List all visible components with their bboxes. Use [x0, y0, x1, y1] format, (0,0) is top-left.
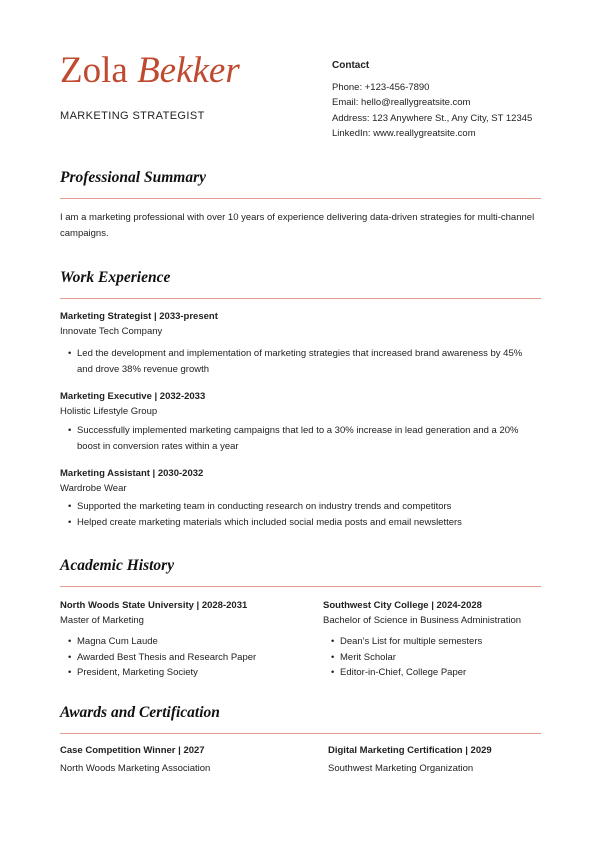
school-title: Southwest City College | 2024-2028: [323, 600, 482, 611]
first-name: Zola: [60, 50, 128, 91]
awards-heading: Awards and Certification: [60, 704, 220, 721]
summary-divider: [60, 198, 541, 199]
job-title: Marketing Assistant | 2030-2032: [60, 468, 204, 479]
summary-text: I am a marketing professional with over 10 years of experience delivering data-driven strategies for multi-channel campaigns.: [60, 212, 535, 239]
job-role: MARKETING STRATEGIST: [60, 110, 205, 122]
school-bullets: [60, 634, 310, 681]
job-bullet: • Successfully implemented marketing campaigns that led to a 30% increase in lead generation and a 20% boost in conversion rates within a year: [60, 423, 540, 454]
job-bullet: • Led the development and implementation of marketing strategies that increased brand awareness by 45% and drove 38% revenue growth: [60, 346, 540, 377]
last-name: Bekker: [137, 50, 240, 91]
academic-divider: [60, 586, 541, 587]
contact-phone: Phone: +123-456-7890: [332, 81, 430, 93]
school-bullet: • Dean's List for multiple semesters: [323, 634, 553, 650]
school-bullet: • Merit Scholar: [323, 650, 553, 666]
award-title: Digital Marketing Certification | 2029: [328, 745, 492, 756]
school-bullet: • Editor-in-Chief, College Paper: [323, 665, 553, 681]
job-bullet: • Helped create marketing materials which included social media posts and email newsletters: [60, 515, 540, 531]
job-bullets: [60, 346, 540, 377]
award-title: Case Competition Winner | 2027: [60, 745, 205, 756]
contact-block: [332, 58, 532, 142]
school-title: North Woods State University | 2028-2031: [60, 600, 248, 611]
job-company: Holistic Lifestyle Group: [60, 406, 158, 417]
school-degree: Master of Marketing: [60, 615, 144, 626]
job-bullets: [60, 499, 540, 530]
contact-address: Address: 123 Anywhere St., Any City, ST 12345: [332, 112, 533, 124]
job-bullets: [60, 423, 540, 454]
job-company: Innovate Tech Company: [60, 326, 163, 337]
job-company: Wardrobe Wear: [60, 483, 127, 494]
awards-divider: [60, 733, 541, 734]
job-bullet: • Supported the marketing team in conducting research on industry trends and competitors: [60, 499, 540, 515]
award-org: Southwest Marketing Organization: [328, 763, 474, 774]
academic-heading: Academic History: [60, 557, 175, 574]
candidate-name: [60, 52, 240, 89]
school-bullet: • Magna Cum Laude: [60, 634, 310, 650]
school-degree: Bachelor of Science in Business Administration: [323, 615, 522, 626]
contact-email: Email: hello@reallygreatsite.com: [332, 97, 471, 108]
job-title: Marketing Strategist | 2033-present: [60, 311, 218, 322]
work-divider: [60, 298, 541, 299]
school-bullet: • Awarded Best Thesis and Research Paper: [60, 650, 310, 666]
job-title: Marketing Executive | 2032-2033: [60, 391, 206, 402]
contact-linkedin: LinkedIn: www.reallygreatsite.com: [332, 128, 476, 139]
school-bullets: [323, 634, 553, 681]
work-heading: Work Experience: [60, 269, 171, 286]
contact-title: Contact: [332, 60, 370, 71]
award-org: North Woods Marketing Association: [60, 763, 211, 774]
school-bullet: • President, Marketing Society: [60, 665, 310, 681]
summary-heading: Professional Summary: [60, 169, 206, 186]
